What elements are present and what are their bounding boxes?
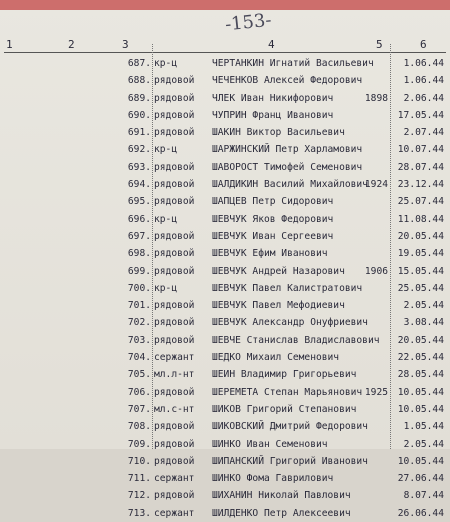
row-rank: мл.с-нт — [154, 403, 195, 415]
row-number: 695. — [127, 196, 151, 208]
table-row — [0, 401, 450, 418]
row-date: 25.07.44 — [397, 196, 444, 208]
row-rank: сержант — [154, 352, 195, 364]
row-rank: рядовой — [154, 248, 195, 260]
register-table — [0, 55, 450, 522]
row-date: 10.05.44 — [397, 403, 444, 415]
row-rank: рядовой — [154, 265, 195, 277]
table-row — [0, 107, 450, 124]
row-full-name: ШЕРЕМЕТА Степан Марьянович — [212, 386, 363, 398]
row-number: 709. — [127, 438, 151, 450]
table-row — [0, 245, 450, 262]
row-number: 696. — [127, 213, 151, 225]
table-row — [0, 176, 450, 193]
row-number: 693. — [127, 161, 151, 173]
table-row — [0, 228, 450, 245]
row-date: 8.07.44 — [403, 490, 444, 502]
table-row — [0, 314, 450, 331]
row-rank: рядовой — [154, 317, 195, 329]
row-birth-year: 1906 — [364, 265, 388, 277]
row-number: 707. — [127, 403, 151, 415]
row-birth-year: 1924 — [364, 179, 388, 191]
row-rank: рядовой — [154, 334, 195, 346]
row-full-name: ШЕВЧЕ Станислав Владиславович — [212, 334, 380, 346]
row-date: 28.07.44 — [397, 161, 444, 173]
row-full-name: ШИХАНИН Николай Павлович — [212, 490, 351, 502]
row-birth-year: 1898 — [364, 92, 388, 104]
row-rank: рядовой — [154, 300, 195, 312]
row-full-name: ШИНКО Иван Семенович — [212, 438, 328, 450]
red-stamp-band — [0, 0, 450, 10]
row-date: 28.05.44 — [397, 369, 444, 381]
row-date: 1.06.44 — [403, 75, 444, 87]
row-full-name: ШИКОВСКИЙ Дмитрий Федорович — [212, 421, 368, 433]
row-full-name: ШАКИН Виктор Васильевич — [212, 127, 345, 139]
table-row — [0, 280, 450, 297]
row-date: 20.05.44 — [397, 230, 444, 242]
row-birth-year: 1925 — [364, 386, 388, 398]
row-number: 712. — [127, 490, 151, 502]
row-full-name: ШЕДКО Михаил Семенович — [212, 352, 340, 364]
row-full-name: ЧУПРИН Франц Иванович — [212, 109, 334, 121]
table-row — [0, 436, 450, 453]
row-rank: кр-ц — [154, 282, 178, 294]
row-date: 10.05.44 — [397, 455, 444, 467]
row-number: 701. — [127, 300, 151, 312]
row-rank: кр-ц — [154, 58, 178, 69]
row-number: 689. — [127, 92, 151, 104]
row-date: 2.05.44 — [403, 300, 444, 312]
table-row — [0, 159, 450, 176]
row-date: 10.05.44 — [397, 386, 444, 398]
row-rank: рядовой — [154, 75, 195, 87]
table-row — [0, 418, 450, 435]
row-date: 19.05.44 — [397, 248, 444, 260]
row-date: 2.07.44 — [403, 127, 444, 139]
row-number: 703. — [127, 334, 151, 346]
row-number: 694. — [127, 179, 151, 191]
row-number: 699. — [127, 265, 151, 277]
row-full-name: ШЕВЧУК Андрей Назарович — [212, 265, 345, 277]
table-row — [0, 366, 450, 383]
row-full-name: ШЕВЧУК Павел Мефодиевич — [212, 300, 345, 312]
header-divider — [4, 52, 446, 53]
row-rank: рядовой — [154, 455, 195, 467]
row-date: 20.05.44 — [397, 334, 444, 346]
table-row — [0, 505, 450, 522]
row-full-name: ЧЕРТАНКИН Игнатий Васильевич — [212, 58, 374, 69]
row-full-name: ЧЕЧЕНКОВ Алексей Федорович — [212, 75, 363, 87]
row-rank: кр-ц — [154, 144, 178, 156]
column-header: 6 — [420, 38, 427, 51]
row-number: 702. — [127, 317, 151, 329]
row-rank: рядовой — [154, 196, 195, 208]
table-row — [0, 193, 450, 210]
column-header: 2 — [68, 38, 75, 51]
table-row — [0, 263, 450, 280]
row-rank: рядовой — [154, 92, 195, 104]
row-rank: рядовой — [154, 109, 195, 121]
row-date: 1.05.44 — [403, 421, 444, 433]
row-full-name: ШАЛДИКИН Василий Михайлович — [212, 179, 368, 191]
table-row — [0, 453, 450, 470]
table-row — [0, 297, 450, 314]
row-date: 3.08.44 — [403, 317, 444, 329]
row-date: 15.05.44 — [397, 265, 444, 277]
row-rank: рядовой — [154, 421, 195, 433]
row-full-name: ШЕВЧУК Иван Сергеевич — [212, 230, 334, 242]
row-date: 2.05.44 — [403, 438, 444, 450]
row-rank: кр-ц — [154, 213, 178, 225]
column-header: 5 — [376, 38, 383, 51]
row-date: 25.05.44 — [397, 282, 444, 294]
table-row — [0, 55, 450, 72]
table-row — [0, 384, 450, 401]
row-number: 688. — [127, 75, 151, 87]
table-row — [0, 332, 450, 349]
row-full-name: ШЕВЧУК Павел Калистратович — [212, 282, 363, 294]
row-full-name: ШАРЖИНСКИЙ Петр Харламович — [212, 144, 363, 156]
row-date: 10.07.44 — [397, 144, 444, 156]
row-rank: рядовой — [154, 386, 195, 398]
row-number: 690. — [127, 109, 151, 121]
row-full-name: ШИНКО Фома Гаврилович — [212, 473, 334, 485]
row-full-name: ШИПАНСКИЙ Григорий Иванович — [212, 455, 368, 467]
row-full-name: ШЕВЧУК Яков Федорович — [212, 213, 334, 225]
row-date: 2.06.44 — [403, 92, 444, 104]
row-date: 22.05.44 — [397, 352, 444, 364]
row-rank: рядовой — [154, 179, 195, 191]
row-full-name: ШЕИН Владимир Григорьевич — [212, 369, 357, 381]
row-number: 691. — [127, 127, 151, 139]
row-number: 713. — [127, 507, 151, 519]
row-number: 710. — [127, 455, 151, 467]
row-number: 687. — [127, 58, 151, 69]
row-number: 704. — [127, 352, 151, 364]
row-date: 23.12.44 — [397, 179, 444, 191]
row-number: 706. — [127, 386, 151, 398]
row-full-name: ШАПЦЕВ Петр Сидорович — [212, 196, 334, 208]
column-header: 4 — [268, 38, 275, 51]
row-full-name: ЧЛЕК Иван Никифорович — [212, 92, 334, 104]
table-row — [0, 211, 450, 228]
table-row — [0, 349, 450, 366]
table-row — [0, 141, 450, 158]
row-number: 711. — [127, 473, 151, 485]
column-header: 1 — [6, 38, 13, 51]
table-row — [0, 124, 450, 141]
row-rank: рядовой — [154, 127, 195, 139]
table-row — [0, 90, 450, 107]
row-rank: рядовой — [154, 230, 195, 242]
page-number: -153- — [224, 9, 273, 36]
table-row — [0, 487, 450, 504]
table-row — [0, 470, 450, 487]
row-date: 27.06.44 — [397, 473, 444, 485]
column-header: 3 — [122, 38, 129, 51]
row-date: 11.08.44 — [397, 213, 444, 225]
row-rank: мл.л-нт — [154, 369, 195, 381]
row-number: 705. — [127, 369, 151, 381]
row-full-name: ШАВОРОСТ Тимофей Семенович — [212, 161, 363, 173]
row-date: 1.06.44 — [403, 58, 444, 69]
row-number: 700. — [127, 282, 151, 294]
row-rank: рядовой — [154, 161, 195, 173]
row-date: 17.05.44 — [397, 109, 444, 121]
row-rank: сержант — [154, 507, 195, 519]
row-full-name: ШИКОВ Григорий Степанович — [212, 403, 357, 415]
table-row — [0, 72, 450, 89]
row-number: 708. — [127, 421, 151, 433]
row-full-name: ШИЛДЕНКО Петр Алексеевич — [212, 507, 351, 519]
row-number: 698. — [127, 248, 151, 260]
row-rank: сержант — [154, 473, 195, 485]
row-full-name: ШЕВЧУК Ефим Иванович — [212, 248, 328, 260]
row-rank: рядовой — [154, 438, 195, 450]
row-rank: рядовой — [154, 490, 195, 502]
row-number: 692. — [127, 144, 151, 156]
row-date: 26.06.44 — [397, 507, 444, 519]
row-number: 697. — [127, 230, 151, 242]
row-full-name: ШЕВЧУК Александр Онуфриевич — [212, 317, 368, 329]
